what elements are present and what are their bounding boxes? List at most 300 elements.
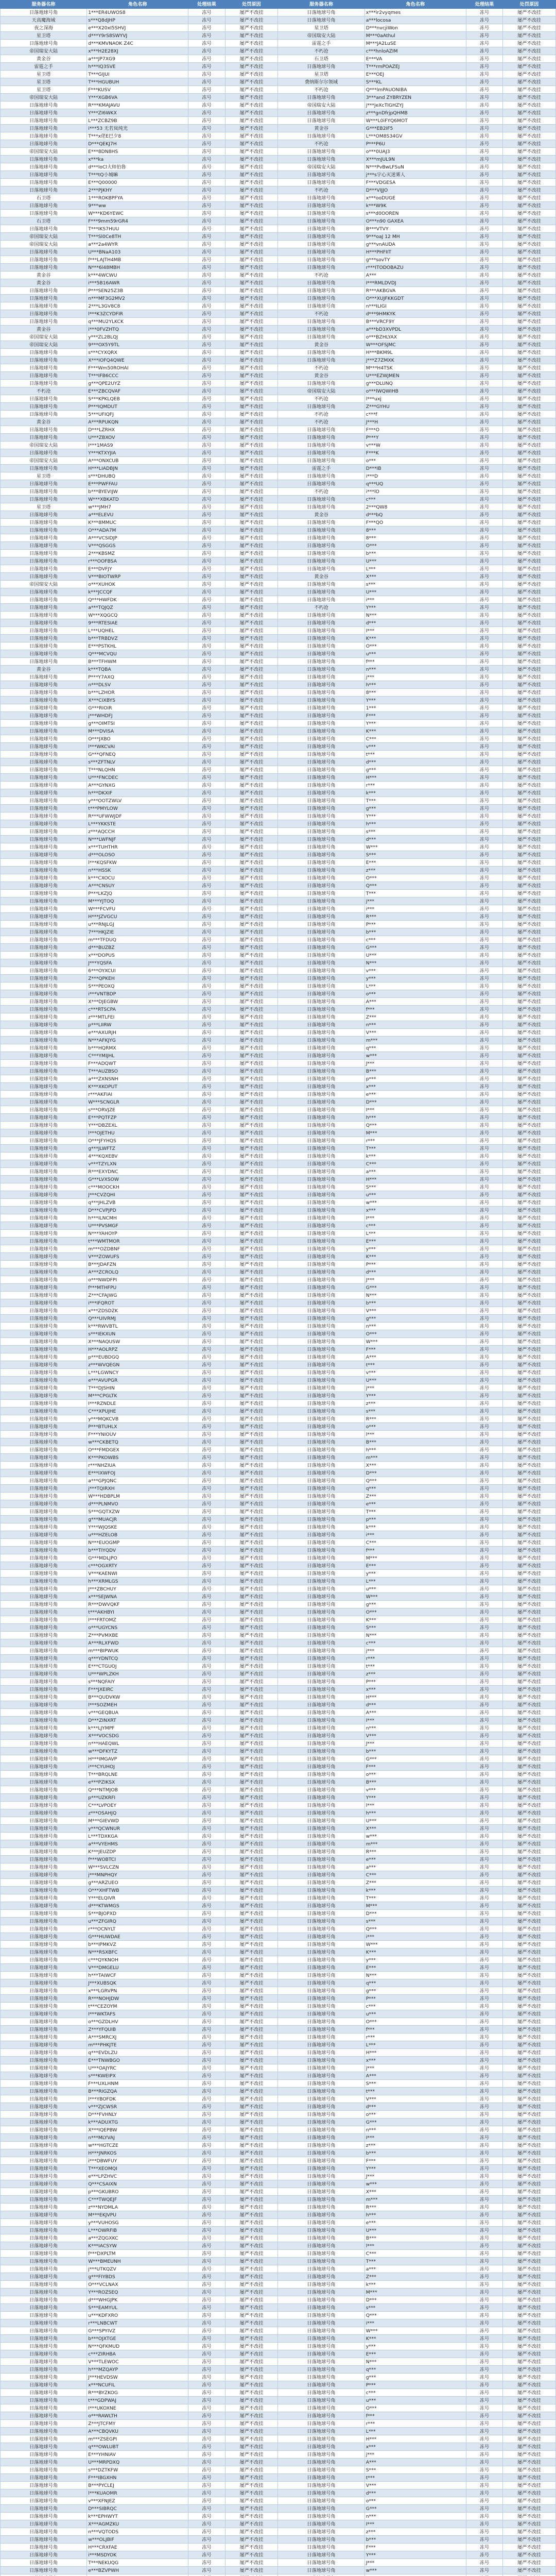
cell-result: 冻号 xyxy=(188,1485,225,1493)
cell-result: 冻号 xyxy=(188,851,225,859)
cell-reason: 屡严不改挂 xyxy=(225,550,278,557)
cell-server: 日落地球号角 xyxy=(1,395,87,403)
table-row xyxy=(1,442,556,449)
cell-server: 日落地球号角 xyxy=(278,982,364,990)
cell-reason: 屡严不改挂 xyxy=(503,712,556,720)
cell-role-name: G***EB2IF5 xyxy=(364,125,466,132)
cell-reason: 屡严不改挂 xyxy=(225,1029,278,1037)
cell-role-name: l*** xyxy=(364,2242,466,2250)
cell-role-name: I*** xyxy=(364,1214,466,1222)
cell-role-name: p***GKUBRO xyxy=(87,2188,188,2196)
cell-server: 日落地球号角 xyxy=(278,1129,364,1137)
cell-role-name: E***DVFJY xyxy=(87,565,188,573)
cell-server: 日落地球号角 xyxy=(278,1423,364,1431)
cell-reason: 屡严不改挂 xyxy=(225,604,278,612)
cell-reason: 屡严不改挂 xyxy=(503,1353,556,1361)
cell-reason: 屡严不改挂 xyxy=(225,689,278,697)
cell-role-name: O*** xyxy=(364,2404,466,2412)
cell-server: 日落地球号角 xyxy=(1,1956,87,1964)
cell-result: 冻号 xyxy=(188,1995,225,2003)
cell-server: 日落地球号角 xyxy=(1,1191,87,1199)
cell-reason: 屡严不改挂 xyxy=(503,1693,556,1701)
cell-role-name: Y*** xyxy=(364,1794,466,1802)
cell-reason: 屡严不改挂 xyxy=(503,1933,556,1941)
table-row xyxy=(1,751,556,758)
cell-result: 冻号 xyxy=(188,2173,225,2180)
cell-reason: 屡严不改挂 xyxy=(503,1979,556,1987)
cell-role-name: L***OWRFIB xyxy=(87,2227,188,2234)
cell-server: 日落地球号角 xyxy=(278,326,364,333)
cell-reason: 屡严不改挂 xyxy=(225,1663,278,1670)
cell-server: 日落地球号角 xyxy=(278,2149,364,2157)
cell-server: 日落地球号角 xyxy=(1,1686,87,1693)
cell-result: 冻号 xyxy=(188,472,225,480)
cell-reason: 屡严不改挂 xyxy=(225,720,278,727)
cell-role-name: Q*** xyxy=(364,1122,466,1129)
cell-server: 日落地球号角 xyxy=(1,1145,87,1153)
cell-role-name: y***VUHOSG xyxy=(87,2219,188,2227)
table-row xyxy=(1,503,556,511)
cell-result: 冻号 xyxy=(188,913,225,921)
cell-role-name: k***4WCWU xyxy=(87,272,188,279)
cell-reason: 屡严不改挂 xyxy=(503,156,556,163)
cell-server: 日落地球号角 xyxy=(1,1693,87,1701)
cell-result: 冻号 xyxy=(188,959,225,967)
cell-reason: 屡严不改挂 xyxy=(503,2350,556,2358)
cell-result: 冻号 xyxy=(466,2520,502,2528)
cell-result: 冻号 xyxy=(466,225,502,233)
cell-reason: 屡严不改挂 xyxy=(503,573,556,581)
cell-role-name: g***sovTY xyxy=(364,256,466,264)
cell-role-name: I***RMLDVDJ xyxy=(364,279,466,287)
table-row xyxy=(1,612,556,619)
cell-server: 日落地球号角 xyxy=(1,2134,87,2142)
cell-server: 日落地球号角 xyxy=(1,403,87,411)
cell-reason: 屡严不改挂 xyxy=(225,673,278,681)
cell-role-name: a***ELEVU xyxy=(87,511,188,519)
cell-result: 冻号 xyxy=(188,1253,225,1261)
cell-reason: 屡严不改挂 xyxy=(225,1477,278,1485)
cell-reason: 屡严不改挂 xyxy=(503,990,556,998)
cell-server: 日落地球号角 xyxy=(278,1299,364,1307)
cell-server: 日落地球号角 xyxy=(1,1678,87,1686)
cell-role-name: N***AFKJYG xyxy=(87,1037,188,1044)
cell-server: 日落地球号角 xyxy=(278,2010,364,2018)
cell-server: 日落地球号角 xyxy=(1,2389,87,2397)
cell-reason: 屡严不改挂 xyxy=(503,1639,556,1647)
cell-reason: 屡严不改挂 xyxy=(503,1176,556,1183)
cell-role-name: d*** xyxy=(364,2103,466,2111)
table-row xyxy=(1,63,556,71)
cell-reason: 屡严不改挂 xyxy=(225,2157,278,2165)
cell-server: 日落地球号角 xyxy=(1,1431,87,1438)
cell-server: 不朽沧 xyxy=(278,187,364,194)
table-row xyxy=(1,1933,556,1941)
cell-result: 冻号 xyxy=(466,2466,502,2474)
cell-result: 冻号 xyxy=(466,642,502,650)
cell-server: 日落地球号角 xyxy=(278,704,364,712)
cell-server: 日落地球号角 xyxy=(278,1624,364,1632)
cell-server: 日落地球号角 xyxy=(1,2026,87,2033)
cell-server: 日落地球号角 xyxy=(278,2366,364,2374)
cell-result: 冻号 xyxy=(188,1477,225,1485)
cell-result: 冻号 xyxy=(466,1918,502,1925)
cell-result: 冻号 xyxy=(466,40,502,47)
cell-role-name: W*** xyxy=(364,1593,466,1601)
cell-result: 冻号 xyxy=(188,650,225,658)
cell-reason: 屡严不改挂 xyxy=(503,998,556,1006)
cell-result: 冻号 xyxy=(188,519,225,527)
cell-result: 冻号 xyxy=(188,287,225,295)
cell-reason: 屡严不改挂 xyxy=(503,217,556,225)
cell-role-name: g***QPE2UYZ xyxy=(87,380,188,387)
cell-reason: 屡严不改挂 xyxy=(503,619,556,627)
cell-reason: 屡严不改挂 xyxy=(225,2273,278,2281)
cell-role-name: O*** xyxy=(364,642,466,650)
table-row xyxy=(1,1485,556,1493)
cell-server: 日落地球号角 xyxy=(1,1315,87,1323)
cell-result: 冻号 xyxy=(188,1902,225,1910)
cell-reason: 屡严不改挂 xyxy=(225,1307,278,1315)
cell-role-name: M*** xyxy=(364,2289,466,2296)
cell-role-name: L***OM8S34GV xyxy=(364,132,466,140)
cell-role-name: Q***MCVQU xyxy=(87,650,188,658)
cell-server: 日落地球号角 xyxy=(1,140,87,148)
cell-role-name: y*** xyxy=(364,1570,466,1578)
cell-result: 冻号 xyxy=(466,2273,502,2281)
cell-role-name: i***MSDYOK xyxy=(87,2551,188,2559)
cell-server: 日落地球号角 xyxy=(278,1732,364,1740)
cell-reason: 屡严不改挂 xyxy=(225,588,278,596)
cell-server: 日落地球号角 xyxy=(1,658,87,666)
cell-server: 日落地球号角 xyxy=(278,2489,364,2497)
cell-role-name: X*** xyxy=(364,1462,466,1469)
cell-reason: 屡严不改挂 xyxy=(503,2010,556,2018)
cell-reason: 屡严不改挂 xyxy=(225,1160,278,1168)
cell-result: 冻号 xyxy=(188,349,225,357)
table-row xyxy=(1,2366,556,2374)
cell-result: 冻号 xyxy=(188,542,225,550)
cell-server: 日落地球号角 xyxy=(1,1299,87,1307)
cell-result: 冻号 xyxy=(188,1438,225,1446)
cell-result: 冻号 xyxy=(188,2080,225,2088)
cell-role-name: c***RTSCPA xyxy=(87,1006,188,1013)
cell-role-name: P***LKZJQ xyxy=(87,890,188,897)
table-row xyxy=(1,1346,556,1353)
cell-server: 日落地球号角 xyxy=(278,233,364,241)
table-row xyxy=(1,2149,556,2157)
col-header-server: 服务器名称 xyxy=(1,1,87,9)
cell-server: 日落地球号角 xyxy=(278,194,364,202)
cell-reason: 屡严不改挂 xyxy=(225,2497,278,2505)
cell-server: 帝国瑞安大陆 xyxy=(1,457,87,465)
cell-result: 冻号 xyxy=(188,1562,225,1570)
cell-result: 冻号 xyxy=(188,1323,225,1330)
cell-server: 日落地球号角 xyxy=(278,897,364,905)
cell-reason: 屡严不改挂 xyxy=(503,1129,556,1137)
cell-reason: 屡严不改挂 xyxy=(503,735,556,743)
cell-role-name: g*** xyxy=(364,805,466,812)
cell-result: 冻号 xyxy=(466,812,502,820)
cell-server: 日落地球号角 xyxy=(278,2095,364,2103)
cell-role-name: x*** xyxy=(364,2443,466,2451)
cell-role-name: K***PKOWBS xyxy=(87,1454,188,1462)
cell-reason: 屡严不改挂 xyxy=(225,1871,278,1879)
cell-result: 冻号 xyxy=(466,1902,502,1910)
cell-role-name: T***DJSHIN xyxy=(87,1384,188,1392)
cell-reason: 屡严不改挂 xyxy=(225,156,278,163)
cell-reason: 屡严不改挂 xyxy=(503,1168,556,1176)
cell-role-name: l***uxj xyxy=(364,395,466,403)
cell-server: 日落地球号角 xyxy=(1,2327,87,2335)
col-header-result: 处理结果 xyxy=(466,1,502,9)
cell-server: 日落地球号角 xyxy=(278,2258,364,2265)
cell-reason: 屡严不改挂 xyxy=(503,2250,556,2258)
cell-role-name: W***FCVFU xyxy=(87,905,188,913)
cell-result xyxy=(188,2574,225,2576)
cell-server: 日落地球号角 xyxy=(1,967,87,975)
table-row xyxy=(1,2088,556,2095)
cell-role-name: F***ADQWT xyxy=(87,1060,188,1067)
cell-role-name: Q***HWFDK xyxy=(87,596,188,604)
cell-reason: 屡严不改挂 xyxy=(225,125,278,132)
cell-server: 日落地球号角 xyxy=(278,1778,364,1786)
cell-role-name: s*** xyxy=(364,1408,466,1415)
cell-result: 冻号 xyxy=(188,403,225,411)
cell-server: 黄金谷 xyxy=(278,511,364,519)
cell-reason: 屡严不改挂 xyxy=(503,2026,556,2033)
table-row xyxy=(1,542,556,550)
cell-role-name: U*** xyxy=(364,2227,466,2234)
cell-role-name: B*** xyxy=(364,1067,466,1075)
cell-server: 日落地球号角 xyxy=(278,1485,364,1493)
cell-role-name: I*** xyxy=(364,627,466,635)
table-row xyxy=(1,874,556,882)
table-row xyxy=(1,1794,556,1802)
cell-reason: 屡严不改挂 xyxy=(225,2505,278,2513)
cell-result: 冻号 xyxy=(188,1647,225,1655)
cell-role-name: f*** xyxy=(364,2026,466,2033)
cell-server: 日落地球号角 xyxy=(1,1941,87,1948)
cell-result: 冻号 xyxy=(466,1477,502,1485)
cell-role-name: L***ZCBZ9B xyxy=(87,117,188,125)
cell-result: 冻号 xyxy=(188,1809,225,1817)
cell-result: 冻号 xyxy=(466,1415,502,1423)
cell-reason: 屡严不改挂 xyxy=(503,2404,556,2412)
cell-server: 日落地球号角 xyxy=(1,1663,87,1670)
cell-role-name: Z***YFQUIB xyxy=(87,2026,188,2033)
table-row xyxy=(1,1554,556,1562)
cell-result: 冻号 xyxy=(466,194,502,202)
cell-result: 冻号 xyxy=(466,1493,502,1500)
cell-reason: 屡严不改挂 xyxy=(503,1052,556,1060)
cell-server: 日落地球号角 xyxy=(1,1037,87,1044)
cell-server: 日落地球号角 xyxy=(278,2033,364,2041)
cell-reason: 屡严不改挂 xyxy=(503,727,556,735)
cell-reason: 屡严不改挂 xyxy=(225,789,278,797)
cell-server: 雷霆之手 xyxy=(278,465,364,472)
cell-role-name: F*** xyxy=(364,1346,466,1353)
cell-server: 日落地球号角 xyxy=(278,689,364,697)
cell-server: 日落地球号角 xyxy=(1,565,87,573)
cell-role-name: n***HAEQWL xyxy=(87,1740,188,1748)
cell-role-name: C*** xyxy=(364,735,466,743)
cell-result: 冻号 xyxy=(466,63,502,71)
table-row xyxy=(1,2072,556,2080)
cell-role-name: B*** xyxy=(364,1438,466,1446)
cell-reason: 屡严不改挂 xyxy=(225,1261,278,1268)
cell-server: 帝国瑞安大陆 xyxy=(1,241,87,248)
cell-server: 日落地球号角 xyxy=(1,673,87,681)
table-row xyxy=(1,859,556,867)
cell-result: 冻号 xyxy=(188,310,225,318)
cell-server: 日落地球号角 xyxy=(278,565,364,573)
cell-reason: 屡严不改挂 xyxy=(503,1825,556,1833)
cell-result: 冻号 xyxy=(466,233,502,241)
cell-server: 日落地球号角 xyxy=(278,1740,364,1748)
cell-server: 不朽沧 xyxy=(278,604,364,612)
cell-role-name: i*** xyxy=(364,905,466,913)
cell-result: 冻号 xyxy=(466,2381,502,2389)
cell-reason: 屡严不改挂 xyxy=(503,2343,556,2350)
cell-role-name: V*** xyxy=(364,1029,466,1037)
cell-reason: 屡严不改挂 xyxy=(225,302,278,310)
cell-reason: 屡严不改挂 xyxy=(503,9,556,16)
table-row xyxy=(1,511,556,519)
cell-result: 冻号 xyxy=(188,812,225,820)
cell-reason: 屡严不改挂 xyxy=(503,1655,556,1663)
cell-reason: 屡严不改挂 xyxy=(503,1608,556,1616)
cell-role-name: U***BNaA103 xyxy=(87,248,188,256)
cell-reason: 屡严不改挂 xyxy=(225,395,278,403)
cell-reason: 屡严不改挂 xyxy=(503,1207,556,1214)
cell-role-name: F***IBGXHN xyxy=(87,2474,188,2482)
table-row xyxy=(1,1207,556,1214)
cell-result: 冻号 xyxy=(188,1593,225,1601)
cell-role-name: x***TUHTHR xyxy=(87,843,188,851)
cell-result: 冻号 xyxy=(188,905,225,913)
cell-result: 冻号 xyxy=(466,1833,502,1840)
table-row xyxy=(1,1670,556,1678)
table-row xyxy=(1,1523,556,1531)
cell-reason: 屡严不改挂 xyxy=(503,1601,556,1608)
table-row xyxy=(1,1493,556,1500)
cell-server: 日落地球号角 xyxy=(278,2250,364,2258)
cell-reason: 屡严不改挂 xyxy=(503,1995,556,2003)
table-row xyxy=(1,1771,556,1778)
table-row xyxy=(1,1323,556,1330)
cell-result: 冻号 xyxy=(466,1330,502,1338)
cell-role-name: r*** xyxy=(364,2033,466,2041)
cell-reason: 屡严不改挂 xyxy=(225,2188,278,2196)
cell-reason: 屡严不改挂 xyxy=(225,349,278,357)
table-row xyxy=(1,1438,556,1446)
cell-role-name: g*** xyxy=(364,1601,466,1608)
cell-server: 日落地球号角 xyxy=(1,1284,87,1292)
cell-role-name: i***DBWFUY xyxy=(87,2157,188,2165)
cell-reason: 屡严不改挂 xyxy=(225,2366,278,2374)
cell-role-name: t*** xyxy=(364,1361,466,1369)
cell-server: 日落地球号角 xyxy=(278,2180,364,2188)
cell-result: 冻号 xyxy=(188,1307,225,1315)
cell-server: 日落地球号角 xyxy=(1,1029,87,1037)
cell-server: 日落地球号角 xyxy=(1,101,87,109)
table-row xyxy=(1,349,556,357)
table-row xyxy=(1,890,556,897)
cell-reason: 屡严不改挂 xyxy=(225,2134,278,2142)
cell-result: 冻号 xyxy=(188,302,225,310)
table-row xyxy=(1,913,556,921)
cell-result: 冻号 xyxy=(466,1044,502,1052)
cell-server: 日落地球号角 xyxy=(1,1856,87,1863)
cell-role-name: W***BMEUNH xyxy=(87,2258,188,2265)
cell-server: 日落地球号角 xyxy=(278,1013,364,1021)
cell-server: 日落地球号角 xyxy=(1,1724,87,1732)
cell-result: 冻号 xyxy=(188,1153,225,1160)
cell-reason: 屡严不改挂 xyxy=(225,2304,278,2312)
cell-result: 冻号 xyxy=(188,2258,225,2265)
cell-reason: 屡严不改挂 xyxy=(225,542,278,550)
cell-reason: 屡严不改挂 xyxy=(503,1191,556,1199)
cell-role-name: g***MUACJR xyxy=(87,1516,188,1523)
cell-role-name: X***AGMZKU xyxy=(87,2520,188,2528)
cell-result: 冻号 xyxy=(466,1129,502,1137)
cell-reason: 屡严不改挂 xyxy=(225,2018,278,2026)
cell-server: 日落地球号角 xyxy=(278,2111,364,2119)
cell-server: 日落地球号角 xyxy=(1,542,87,550)
cell-result: 冻号 xyxy=(188,1771,225,1778)
cell-server: 日落地球号角 xyxy=(1,465,87,472)
cell-result: 冻号 xyxy=(188,1840,225,1848)
cell-role-name: E***PSTKHL xyxy=(87,642,188,650)
table-row xyxy=(1,1732,556,1740)
cell-role-name: k*** xyxy=(364,1887,466,1894)
cell-server: 日落地球号角 xyxy=(1,1825,87,1833)
cell-reason: 屡严不改挂 xyxy=(503,2505,556,2513)
table-row xyxy=(1,1044,556,1052)
cell-reason: 屡严不改挂 xyxy=(503,1230,556,1238)
cell-server: 日落地球号角 xyxy=(278,2003,364,2010)
cell-server: 日落地球号角 xyxy=(1,882,87,890)
cell-result: 冻号 xyxy=(466,1253,502,1261)
cell-role-name: y*** xyxy=(364,1245,466,1253)
table-row xyxy=(1,1693,556,1701)
cell-result: 冻号 xyxy=(466,1879,502,1887)
cell-role-name: b***BYEVIJW xyxy=(87,488,188,496)
cell-role-name: e***AXURJH xyxy=(87,1029,188,1037)
cell-reason: 屡严不改挂 xyxy=(225,503,278,511)
cell-reason: 屡严不改挂 xyxy=(225,47,278,55)
cell-result: 冻号 xyxy=(188,187,225,194)
cell-result: 冻号 xyxy=(466,1284,502,1292)
cell-reason: 屡严不改挂 xyxy=(503,1802,556,1809)
cell-server: 日落地球号角 xyxy=(278,449,364,457)
cell-reason: 屡严不改挂 xyxy=(503,1732,556,1740)
cell-result: 冻号 xyxy=(466,1632,502,1639)
cell-reason: 屡严不改挂 xyxy=(503,557,556,565)
cell-role-name: D***QEKJ7H xyxy=(87,140,188,148)
cell-result: 冻号 xyxy=(188,233,225,241)
cell-server: 日落地球号角 xyxy=(1,1562,87,1570)
cell-result: 冻号 xyxy=(188,1601,225,1608)
cell-result: 冻号 xyxy=(466,2335,502,2343)
cell-result: 冻号 xyxy=(466,712,502,720)
cell-role-name: K***JEUZDP xyxy=(87,1848,188,1856)
cell-reason: 屡严不改挂 xyxy=(225,364,278,372)
cell-result: 冻号 xyxy=(188,217,225,225)
cell-role-name: V*** xyxy=(364,1307,466,1315)
cell-result: 冻号 xyxy=(188,1748,225,1755)
